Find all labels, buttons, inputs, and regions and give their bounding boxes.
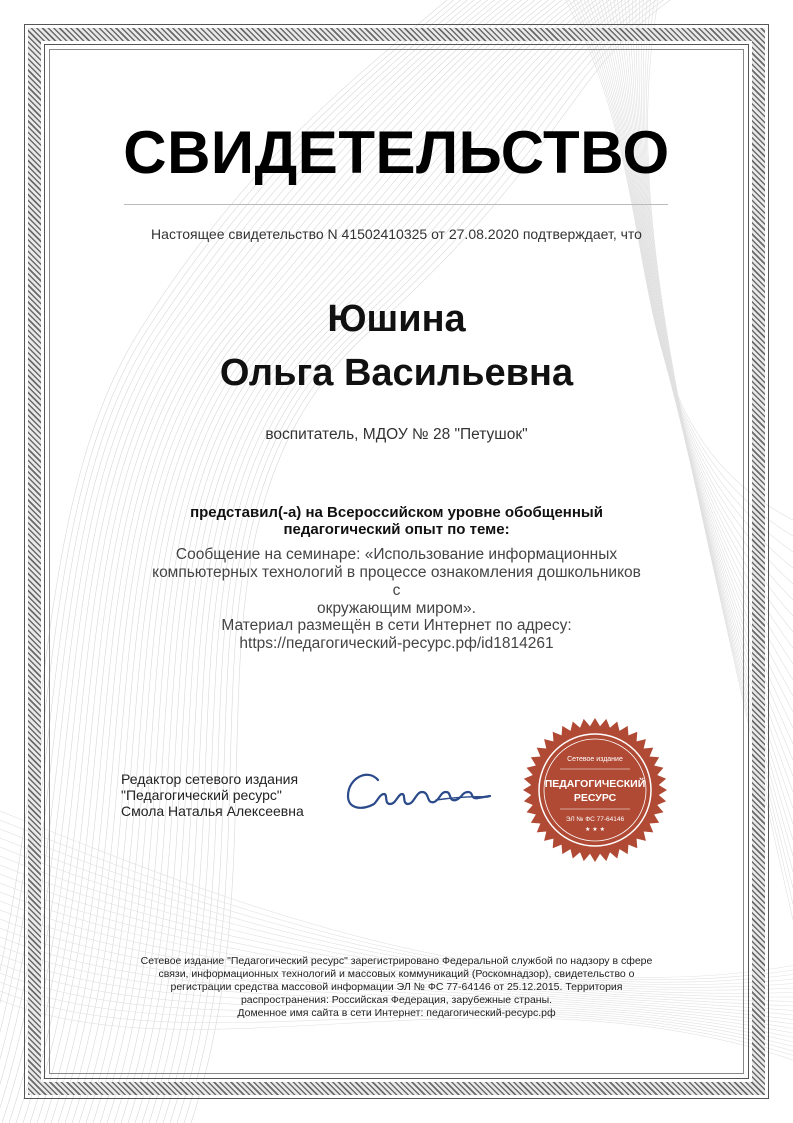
footer-line: регистрации средства массовой информации ЭЛ № ФС 77-64146 от 25.12.2015. Территория — [170, 981, 623, 993]
footer-line: связи, информационных технологий и массовых коммуникаций (Роскомнадзор), свидетельство о — [158, 968, 635, 980]
seal-stars: ★ ★ ★ — [585, 826, 605, 833]
title-divider — [124, 204, 668, 205]
topic-line: компьютерных технологий в процессе ознакомления дошкольников с — [152, 564, 641, 599]
material-location — [60, 617, 733, 653]
seal-main-line1: ПЕДАГОГИЧЕСКИЙ — [544, 778, 646, 790]
publisher-seal — [520, 715, 670, 865]
editor-block — [121, 771, 304, 819]
editor-name: Смола Наталья Алексеевна — [121, 803, 304, 819]
editor-line: "Педагогический ресурс" — [121, 787, 282, 803]
recipient-name: Ольга Васильевна — [219, 352, 574, 394]
recipient-position: воспитатель, МДОУ № 28 "Петушок" — [265, 426, 528, 443]
topic-line: окружающим миром». — [317, 600, 476, 617]
topic-line: Сообщение на семинаре: «Использование информационных — [175, 546, 618, 563]
material-line: Материал размещён в сети Интернет по адресу: — [221, 617, 572, 634]
confirmation-text: Настоящее свидетельство N 41502410325 от 27.08.2020 подтверждает, что — [151, 226, 642, 242]
editor-signature — [340, 760, 500, 820]
seal-top-text: Сетевое издание — [567, 756, 623, 763]
presented-line: представил(-а) на Всероссийском уровне обобщенный — [190, 504, 603, 521]
registration-footer — [120, 955, 673, 1020]
presented-line: педагогический опыт по теме: — [283, 521, 510, 538]
presented-statement — [140, 504, 653, 538]
recipient-surname: Юшина — [327, 298, 466, 340]
seal-main-line2: РЕСУРС — [573, 792, 617, 804]
footer-line: Сетевое издание "Педагогический ресурс" зарегистрировано Федеральной службой по надзору в сфере — [140, 955, 653, 967]
certificate-title: СВИДЕТЕЛЬСТВО — [123, 119, 670, 186]
editor-line: Редактор сетевого издания — [121, 771, 299, 787]
footer-line: Доменное имя сайта в сети Интернет: педагогический-ресурс.рф — [237, 1007, 556, 1019]
topic-text — [150, 546, 643, 618]
footer-line: распространения: Российская Федерация, зарубежные страны. — [240, 994, 553, 1006]
material-url: https://педагогический-ресурс.рф/id1814261 — [239, 635, 554, 652]
seal-reg-number: ЭЛ № ФС 77-64146 — [565, 816, 625, 823]
